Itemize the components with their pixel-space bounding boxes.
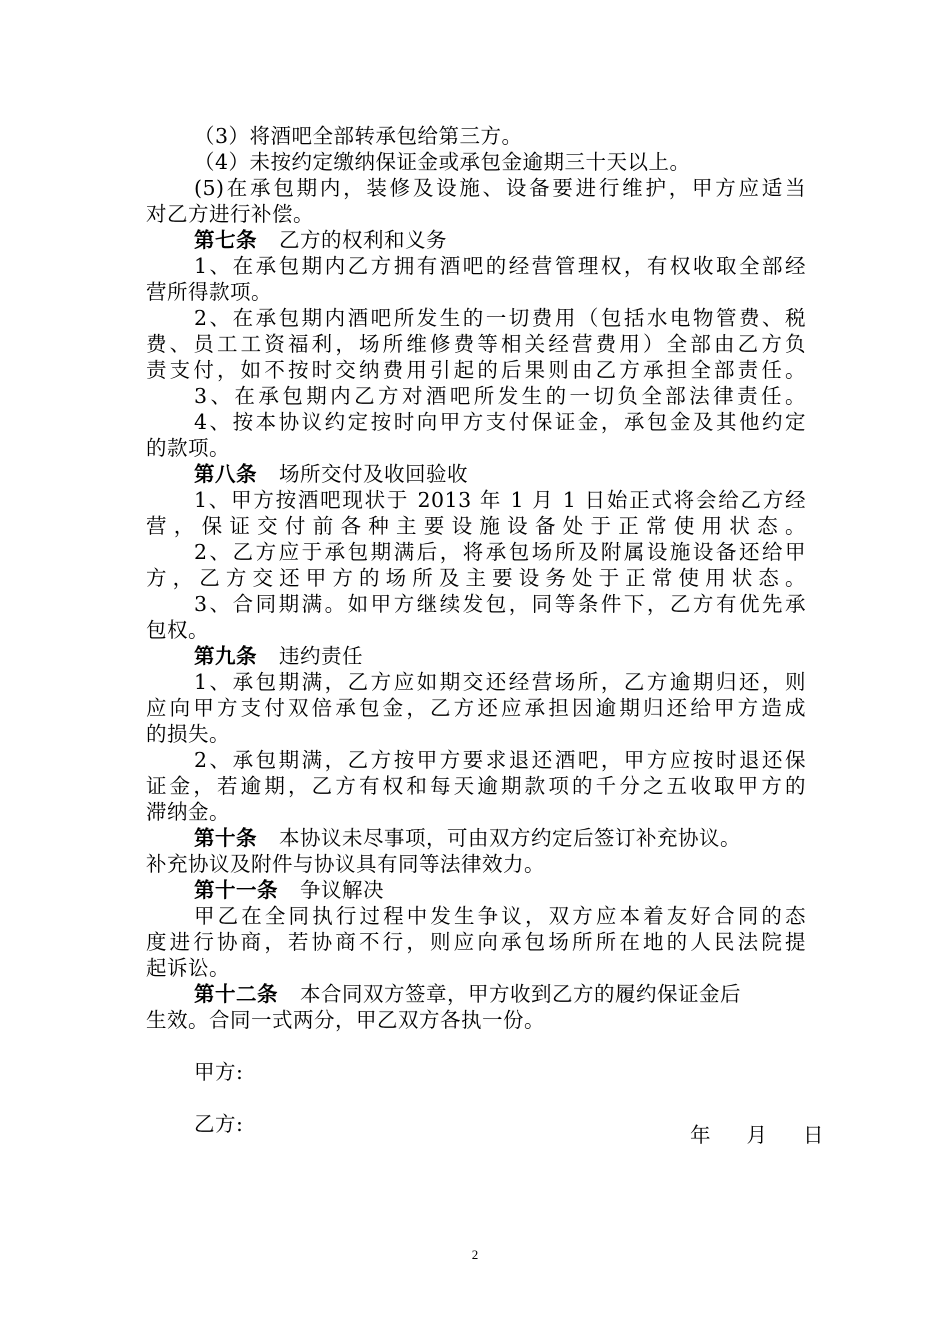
paragraph-line: 应向甲方支付双倍承包金，乙方还应承担因逾期归还给甲方造成 (146, 696, 806, 720)
paragraph-line: 责支付，如不按时交纳费用引起的后果则由乙方承担全部责任。 (146, 358, 806, 382)
paragraph-line: 起诉讼。 (146, 956, 230, 980)
paragraph-line: 2、承包期满，乙方按甲方要求退还酒吧，甲方应按时退还保 (194, 748, 806, 772)
paragraph-line: 3、在承包期内乙方对酒吧所发生的一切负全部法律责任。 (194, 384, 806, 408)
paragraph-line: 1、在承包期内乙方拥有酒吧的经营管理权，有权收取全部经 (194, 254, 806, 278)
paragraph-line: （3）将酒吧全部转承包给第三方。 (194, 124, 523, 148)
article-title: 第七条 (194, 228, 257, 252)
signing-date (690, 1122, 824, 1148)
article-8-heading (194, 461, 806, 487)
article-title: 第十二条 (194, 982, 278, 1006)
article-text: 场所交付及收回验收 (279, 462, 468, 486)
paragraph-line: (5)在承包期内，装修及设施、设备要进行维护，甲方应适当 (194, 176, 806, 200)
article-10-heading (194, 825, 806, 851)
paragraph-line: 生效。合同一式两分，甲乙双方各执一份。 (146, 1008, 545, 1032)
paragraph-line: 费、员工工资福利，场所维修费等相关经营费用）全部由乙方负 (146, 332, 806, 356)
paragraph-line: 度进行协商，若协商不行，则应向承包场所所在地的人民法院提 (146, 930, 806, 954)
paragraph-line: 营，保证交付前各种主要设施设备处于正常使用状态。 (146, 514, 806, 538)
paragraph-line: 补充协议及附件与协议具有同等法律效力。 (146, 852, 545, 876)
article-11-heading (194, 877, 806, 903)
paragraph-line: 4、按本协议约定按时向甲方支付保证金，承包金及其他约定 (194, 410, 806, 434)
article-title: 第九条 (194, 644, 257, 668)
paragraph-line: 的款项。 (146, 436, 230, 460)
paragraph-line: 对乙方进行补偿。 (146, 202, 314, 226)
article-text: 乙方的权利和义务 (279, 228, 447, 252)
paragraph-line: 1、甲方按酒吧现状于 2013 年 1 月 1 日始正式将会给乙方经 (194, 488, 806, 512)
paragraph-line: 滞纳金。 (146, 800, 230, 824)
article-title: 第十条 (194, 826, 257, 850)
date-month: 月 (746, 1123, 767, 1147)
paragraph-line: 甲乙在全同执行过程中发生争议，双方应本着友好合同的态 (194, 904, 806, 928)
date-year: 年 (690, 1123, 711, 1147)
article-12-heading (194, 981, 806, 1007)
article-text: 争议解决 (300, 878, 384, 902)
paragraph-line: 3、合同期满。如甲方继续发包，同等条件下，乙方有优先承 (194, 592, 806, 616)
article-text: 违约责任 (279, 644, 363, 668)
party-a-signature: 甲方: (194, 1060, 244, 1084)
article-text: 本协议未尽事项，可由双方约定后签订补充协议。 (279, 826, 741, 850)
article-7-heading (194, 227, 806, 253)
date-day: 日 (803, 1123, 824, 1147)
article-text: 本合同双方签章，甲方收到乙方的履约保证金后 (300, 982, 741, 1006)
party-b-signature: 乙方: (194, 1112, 244, 1136)
paragraph-line: （4）未按约定缴纳保证金或承包金逾期三十天以上。 (194, 150, 691, 174)
paragraph-line: 证金，若逾期，乙方有权和每天逾期款项的千分之五收取甲方的 (146, 774, 806, 798)
article-title: 第八条 (194, 462, 257, 486)
paragraph-line: 1、承包期满，乙方应如期交还经营场所，乙方逾期归还，则 (194, 670, 806, 694)
paragraph-line: 2、在承包期内酒吧所发生的一切费用（包括水电物管费、税 (194, 306, 806, 330)
page-number: 2 (471, 1247, 479, 1262)
paragraph-line: 方，乙方交还甲方的场所及主要设务处于正常使用状态。 (146, 566, 806, 590)
article-9-heading (194, 643, 806, 669)
paragraph-line: 营所得款项。 (146, 280, 272, 304)
paragraph-line: 2、乙方应于承包期满后，将承包场所及附属设施设备还给甲 (194, 540, 806, 564)
paragraph-line: 包权。 (146, 618, 209, 642)
article-title: 第十一条 (194, 878, 278, 902)
paragraph-line: 的损失。 (146, 722, 230, 746)
